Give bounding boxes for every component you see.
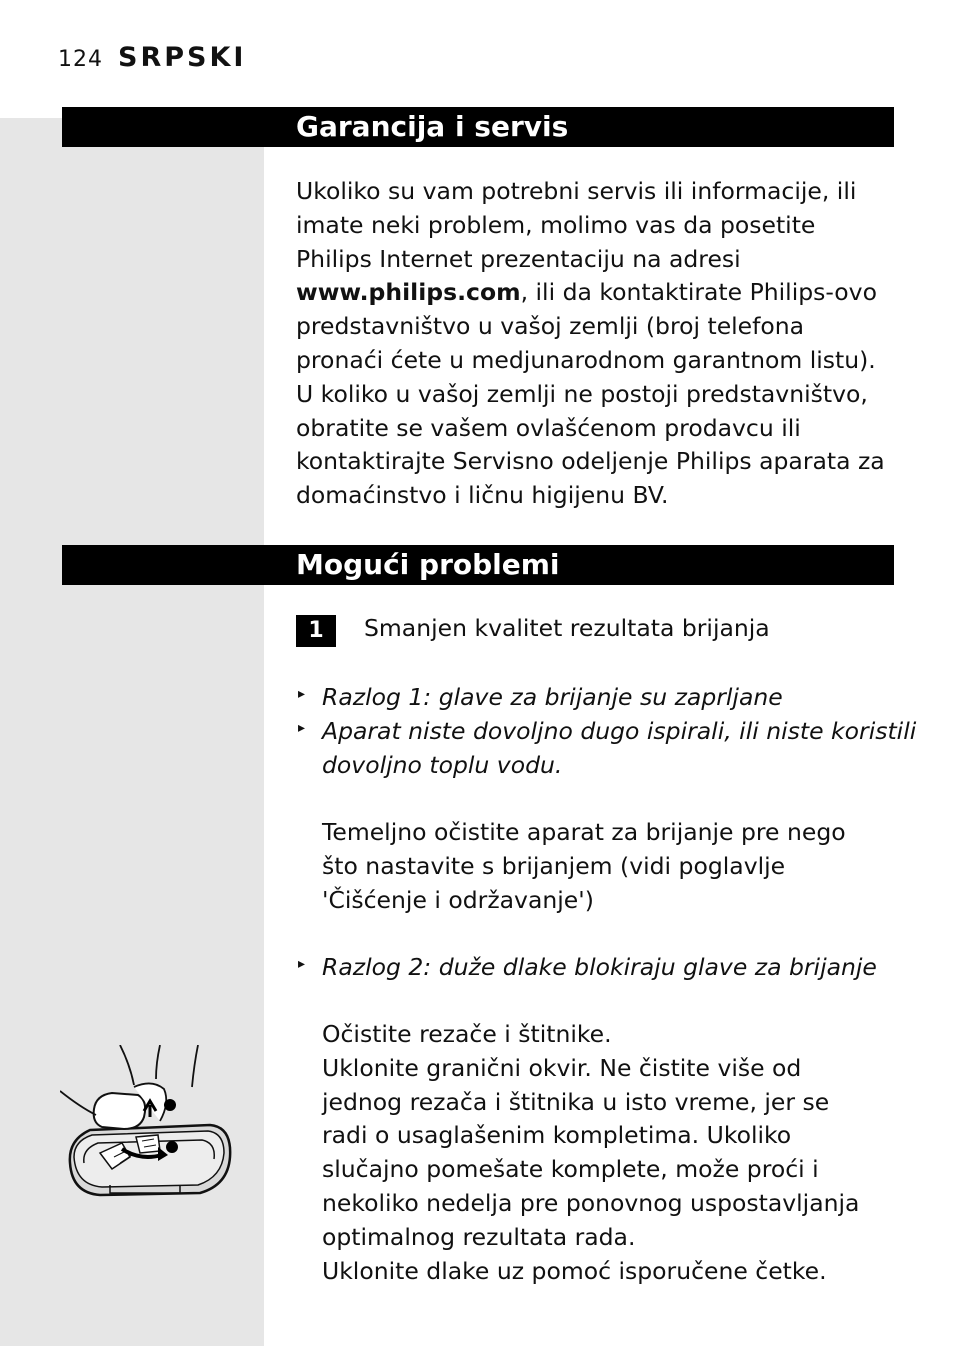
bullet-arrow-icon: ▸ bbox=[298, 720, 306, 736]
solution-2-line: Uklonite granični okvir. Ne čistite više od bbox=[322, 1053, 802, 1082]
section-title-warranty: Garancija i servis bbox=[296, 110, 569, 143]
shaver-cleaning-illustration bbox=[60, 1045, 238, 1223]
solution-2-line: nekoliko nedelja pre ponovnog uspostavljanja bbox=[322, 1188, 860, 1217]
solution-2-line: optimalnog rezultata rada. bbox=[322, 1222, 636, 1251]
warranty-line bbox=[296, 276, 885, 310]
solution-1-line: 'Čišćenje i održavanje') bbox=[322, 885, 594, 914]
shaver-head-icon bbox=[60, 1045, 238, 1223]
warranty-line: Ukoliko su vam potrebni servis ili informacije, ili bbox=[296, 177, 857, 205]
warranty-line: U koliko u vašoj zemlji ne postoji predstavništvo, bbox=[296, 379, 868, 408]
solution-2-line: Očistite rezače i štitnike. bbox=[322, 1020, 612, 1048]
warranty-line: kontaktirajte Servisno odeljenje Philips aparata za bbox=[296, 447, 885, 476]
solution-1-line: što nastavite s brijanjem (vidi poglavlje bbox=[322, 851, 786, 880]
section-header-problems bbox=[62, 545, 894, 585]
step-label: Smanjen kvalitet rezultata brijanja bbox=[364, 614, 770, 642]
warranty-line: pronaći ćete u medjunarodnom garantnom listu). bbox=[296, 345, 876, 374]
reason-1b-line: Aparat niste dovoljno dugo ispirali, ili niste koristili bbox=[322, 717, 917, 745]
reason-1b bbox=[322, 715, 916, 783]
warranty-paragraph bbox=[296, 175, 885, 513]
website-link[interactable]: www.philips.com bbox=[296, 278, 521, 307]
illustration-pointer bbox=[238, 1052, 264, 1100]
warranty-line: Philips Internet prezentaciju na adresi bbox=[296, 244, 741, 273]
reason-2: Razlog 2: duže dlake blokiraju glave za brijanje bbox=[322, 953, 877, 981]
solution-1 bbox=[322, 816, 846, 917]
step-number-badge: 1 bbox=[296, 615, 336, 647]
solution-2-line: slučajno pomešate komplete, može proći i bbox=[322, 1155, 819, 1184]
bullet-arrow-icon: ▸ bbox=[298, 956, 306, 972]
solution-2-line: radi o usaglašenim kompletima. Ukoliko bbox=[322, 1121, 792, 1150]
solution-2-line: Uklonite dlake uz pomoć isporučene četke. bbox=[322, 1256, 827, 1285]
warranty-line-rest: , ili da kontaktirate Philips-ovo bbox=[520, 278, 877, 307]
solution-2 bbox=[322, 1018, 859, 1288]
section-header-warranty bbox=[62, 107, 894, 147]
language-title: SRPSKI bbox=[118, 42, 247, 73]
page-number: 124 bbox=[58, 47, 103, 72]
warranty-line: obratite se vašem ovlašćenom prodavcu ili bbox=[296, 413, 801, 442]
reason-1b-line: dovoljno toplu vodu. bbox=[322, 750, 563, 779]
warranty-line: domaćinstvo i ličnu higijenu BV. bbox=[296, 481, 669, 510]
solution-1-line: Temeljno očistite aparat za brijanje pre nego bbox=[322, 818, 846, 846]
bullet-arrow-icon: ▸ bbox=[298, 686, 306, 702]
section-title-problems: Mogući problemi bbox=[296, 548, 560, 581]
warranty-line: predstavništvo u vašoj zemlji (broj telefona bbox=[296, 312, 805, 341]
reason-1: Razlog 1: glave za brijanje su zaprljane bbox=[322, 683, 783, 711]
solution-2-line: jednog rezača i štitnika u isto vreme, jer se bbox=[322, 1087, 830, 1116]
warranty-line: imate neki problem, molimo vas da posetite bbox=[296, 210, 816, 239]
